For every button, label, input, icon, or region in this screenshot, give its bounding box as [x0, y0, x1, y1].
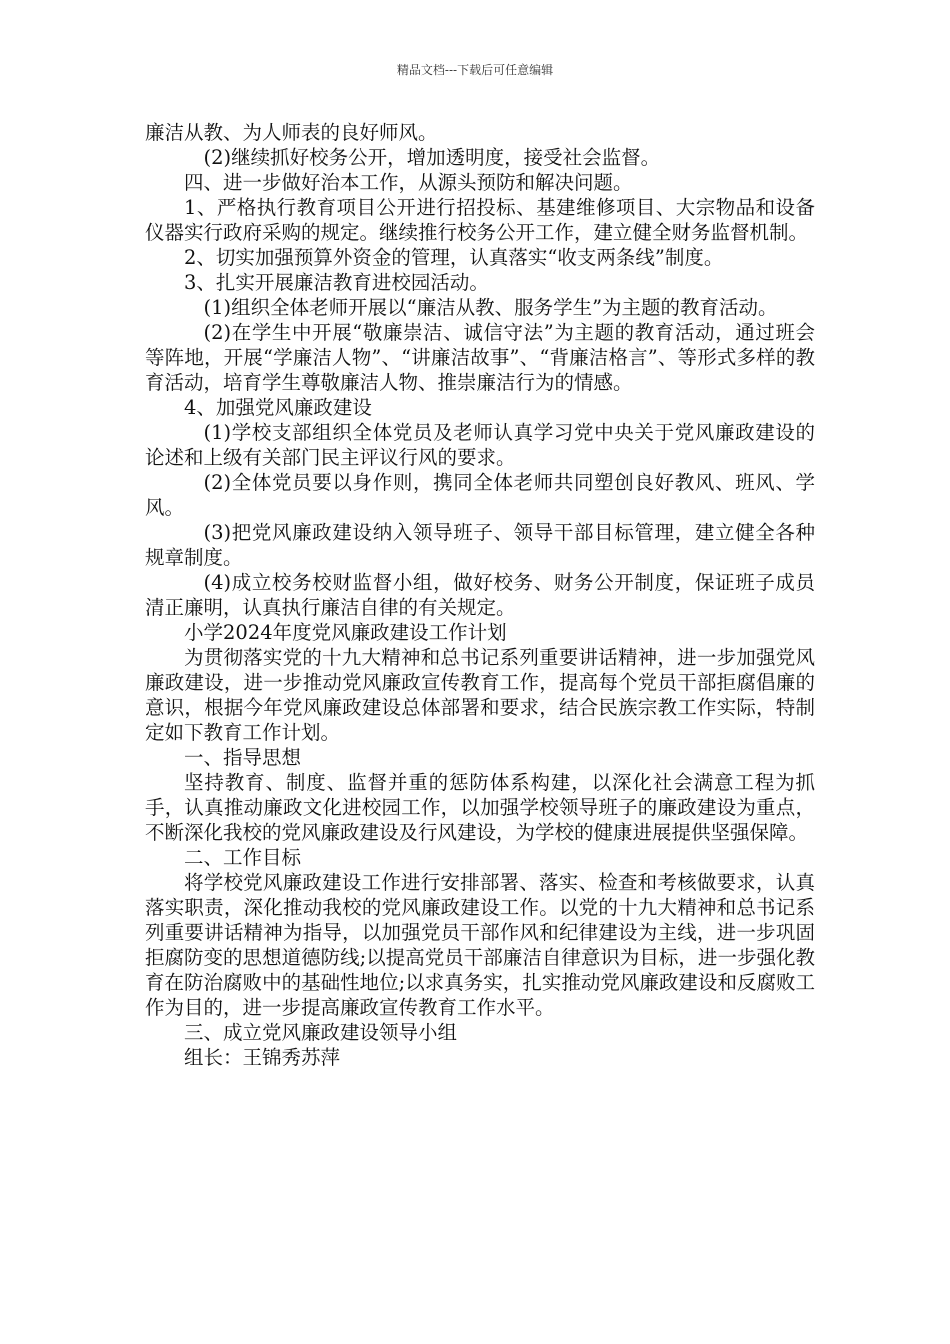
paragraph-8: (2)在学生中开展“敬廉崇洁、诚信守法”为主题的教育活动，通过班会等阵地，开展“学廉洁人物”、“讲廉洁故事”、“背廉洁格言”、等形式多样的教育活动，培育学生尊敬廉洁人物、推崇廉洁行为的情感。	[145, 321, 815, 394]
paragraph-1: 廉洁从教、为人师表的良好师风。	[145, 121, 438, 144]
paragraph-21: 组长：王锦秀苏萍	[184, 1046, 341, 1069]
section-heading-work-goals: 二、工作目标	[184, 846, 302, 869]
paragraph-7: (1)组织全体老师开展以“廉洁从教、服务学生”为主题的教育活动。	[203, 296, 778, 319]
paragraph-9: 4、加强党风廉政建设	[184, 396, 372, 419]
paragraph-13: (4)成立校务校财监督小组，做好校务、财务公开制度，保证班子成员清正廉明，认真执行廉洁自律的有关规定。	[145, 571, 815, 619]
document-body	[145, 120, 815, 1070]
paragraph-4: 1、严格执行教育项目公开进行招投标、基建维修项目、大宗物品和设备仪器实行政府采购的规定。继续推行校务公开工作，建立健全财务监督机制。	[145, 196, 815, 244]
page-header: 精品文档---下载后可任意编辑	[396, 63, 554, 77]
paragraph-10: (1)学校支部组织全体党员及老师认真学习党中央关于党风廉政建设的论述和上级有关部门民主评议行风的要求。	[145, 421, 815, 469]
section-heading-guiding-thought: 一、指导思想	[184, 746, 302, 769]
paragraph-6: 3、扎实开展廉洁教育进校园活动。	[184, 271, 489, 294]
paragraph-12: (3)把党风廉政建设纳入领导班子、领导干部目标管理，建立健全各种规章制度。	[145, 521, 815, 569]
paragraph-17: 坚持教育、制度、监督并重的惩防体系构建，以深化社会满意工程为抓手，认真推动廉政文化进校园工作，以加强学校领导班子的廉政建设为重点，不断深化我校的党风廉政建设及行风建设，为学校的健康进展提供坚强保障。	[145, 771, 815, 844]
paragraph-15: 为贯彻落实党的十九大精神和总书记系列重要讲话精神，进一步加强党风廉政建设，进一步推动党风廉政宣传教育工作，提高每个党员干部拒腐倡廉的意识，根据今年党风廉政建设总体部署和要求，结合民族宗教工作实际，特制定如下教育工作计划。	[145, 646, 815, 744]
paragraph-2: (2)继续抓好校务公开，增加透明度，接受社会监督。	[203, 146, 661, 169]
paragraph-5: 2、切实加强预算外资金的管理，认真落实“收支两条线”制度。	[184, 246, 724, 269]
section-heading-4: 四、进一步做好治本工作，从源头预防和解决问题。	[184, 171, 633, 194]
plan-title: 小学2024年度党风廉政建设工作计划	[184, 621, 507, 644]
paragraph-19: 将学校党风廉政建设工作进行安排部署、落实、检查和考核做要求，认真落实职责，深化推动我校的党风廉政建设工作。以党的十九大精神和总书记系列重要讲话精神为指导，以加强党员干部作风和纪律建设为主线，进一步巩固拒腐防变的思想道德防线;以提高党员干部廉洁自律意识为目标，进一步强化教育在防治腐败中的基础性地位;以求真务实，扎实推动党风廉政建设和反腐败工作为目的，进一步提高廉政宣传教育工作水平。	[145, 871, 815, 1019]
paragraph-11: (2)全体党员要以身作则，携同全体老师共同塑创良好教风、班风、学风。	[145, 471, 815, 519]
section-heading-leading-group: 三、成立党风廉政建设领导小组	[184, 1021, 458, 1044]
